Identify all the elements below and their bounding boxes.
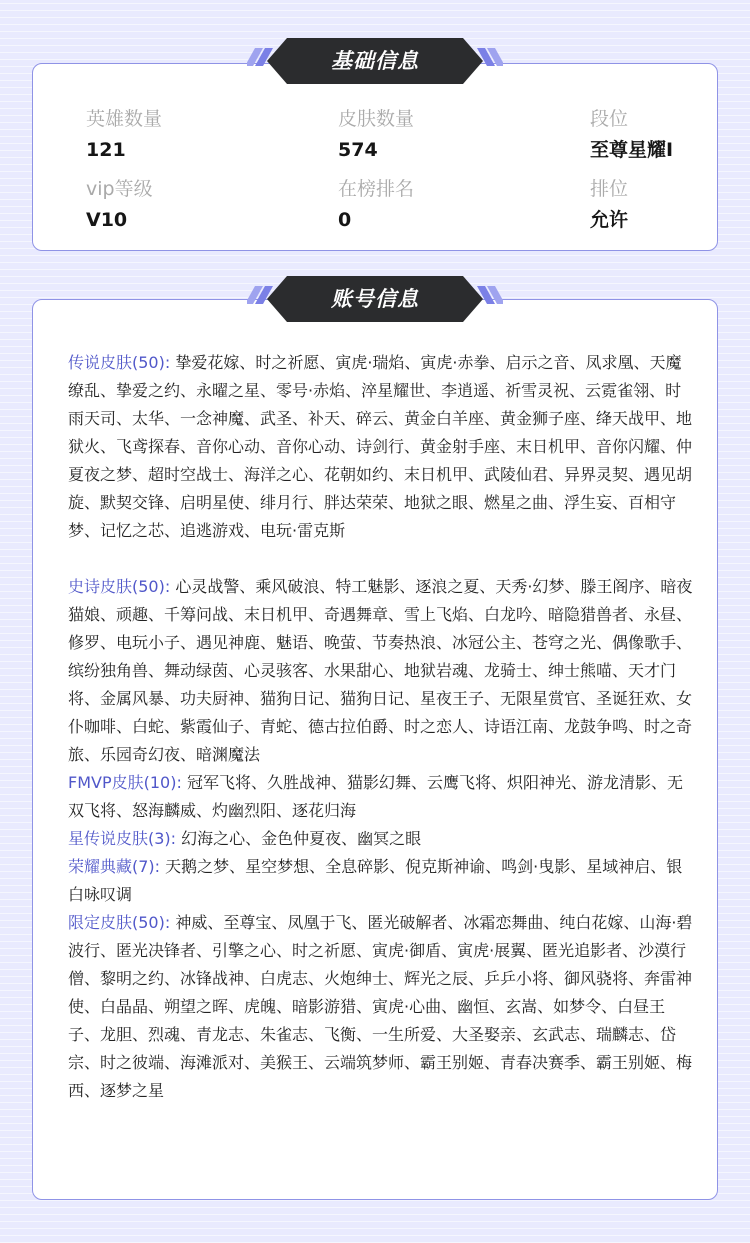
skin-group-legendary bbox=[68, 349, 694, 545]
basic-info-title: 基础信息 bbox=[331, 49, 419, 73]
stat-vip-level bbox=[86, 176, 286, 233]
stat-label: 皮肤数量 bbox=[338, 108, 415, 130]
skin-category-label: 荣耀典藏(7): bbox=[68, 857, 161, 876]
group-spacer bbox=[68, 545, 694, 573]
stat-label: 英雄数量 bbox=[86, 108, 163, 130]
stat-hero-count bbox=[86, 106, 286, 163]
stat-label: 排位 bbox=[590, 178, 629, 200]
account-info-title: 账号信息 bbox=[331, 287, 419, 311]
stat-label: vip等级 bbox=[86, 178, 153, 200]
skin-group-limited bbox=[68, 909, 694, 1105]
stat-label: 段位 bbox=[590, 108, 629, 130]
skin-category-label: FMVP皮肤(10): bbox=[68, 773, 182, 792]
stat-value: 574 bbox=[338, 139, 378, 161]
basic-info-card bbox=[32, 63, 718, 251]
stat-value: 0 bbox=[338, 209, 352, 231]
skin-group-star-legendary bbox=[68, 825, 694, 853]
stat-ranked-allowed bbox=[590, 176, 710, 233]
stat-value: 至尊星耀I bbox=[590, 139, 674, 161]
skin-group-epic bbox=[68, 573, 694, 769]
skin-items: 天鹅之梦、星空梦想、全息碎影、倪克斯神谕、鸣剑·曳影、星域神启、银白咏叹调 bbox=[68, 857, 683, 904]
stat-value: 121 bbox=[86, 139, 126, 161]
skin-list bbox=[68, 349, 694, 1105]
skin-category-label: 限定皮肤(50): bbox=[68, 913, 171, 932]
skin-items: 心灵战警、乘风破浪、特工魅影、逐浪之夏、天秀·幻梦、滕王阁序、暗夜猫娘、顽趣、千筹问战、末日机甲、奇遇舞章、雪上飞焰、白龙吟、暗隐猎兽者、永昼、修罗、电玩小子、遇见神鹿、魅语、晚萤、节奏热浪、冰冠公主、苍穹之光、偶像歌手、缤纷独角兽、舞动绿茵、心灵骇客、水果甜心、地狱岩魂、龙骑士、绅士熊喵、天才门将、金属风暴、功夫厨神、猫狗日记、猫狗日记、星夜王子、无限星赏官、圣诞狂欢、女仆咖啡、白蛇、紫霞仙子、青蛇、德古拉伯爵、时之恋人、诗语江南、龙鼓争鸣、时之奇旅、乐园奇幻夜、暗渊魔法 bbox=[68, 577, 693, 764]
stat-value: V10 bbox=[86, 209, 128, 231]
account-info-title-badge bbox=[247, 276, 503, 322]
skin-group-glory-collection bbox=[68, 853, 694, 909]
skin-category-label: 星传说皮肤(3): bbox=[68, 829, 177, 848]
skin-items: 冠军飞将、久胜战神、猫影幻舞、云鹰飞将、炽阳神光、游龙清影、无双飞将、怒海麟威、灼幽烈阳、逐花归海 bbox=[68, 773, 683, 820]
stat-label: 在榜排名 bbox=[338, 178, 415, 200]
skin-items: 挚爱花嫁、时之祈愿、寅虎·瑞焰、寅虎·赤拳、启示之音、凤求凰、天魔缭乱、挚爱之约、永曜之星、零号·赤焰、淬星耀世、李逍遥、祈雪灵祝、云霓雀翎、时雨天司、太华、一念神魔、武圣、补天、碎云、黄金白羊座、黄金狮子座、绛天战甲、地狱火、飞鸢探春、音你心动、音你心动、诗剑行、黄金射手座、末日机甲、音你闪耀、仲夏夜之梦、超时空战士、海洋之心、花朝如约、末日机甲、武陵仙君、异界灵契、遇见胡旋、默契交锋、启明星使、绯月行、胖达荣荣、地狱之眼、燃星之曲、浮生妄、百相守梦、记忆之芯、追逃游戏、电玩·雷克斯 bbox=[68, 353, 693, 540]
basic-info-title-badge bbox=[247, 38, 503, 84]
stat-value: 允许 bbox=[590, 209, 629, 231]
skin-category-label: 传说皮肤(50): bbox=[68, 353, 171, 372]
skin-items: 神威、至尊宝、凤凰于飞、匿光破解者、冰霜恋舞曲、纯白花嫁、山海·碧波行、匿光决锋者、引擎之心、时之祈愿、寅虎·御盾、寅虎·展翼、匿光追影者、沙漠行僧、黎明之约、冰锋战神、白虎志、火炮绅士、辉光之辰、乒乒小将、御风骁将、奔雷神使、白晶晶、朔望之晖、虎魄、暗影游猎、寅虎·心曲、幽恒、玄嵩、如梦令、白昼王子、龙胆、烈魂、青龙志、朱雀志、飞衡、一生所爱、大圣娶亲、玄武志、瑞麟志、岱宗、时之彼端、海滩派对、美猴王、云端筑梦师、霸王别姬、青春决赛季、霸王别姬、梅西、逐梦之星 bbox=[68, 913, 693, 1100]
skin-group-fmvp bbox=[68, 769, 694, 825]
stat-rank-tier bbox=[590, 106, 710, 163]
skin-items: 幻海之心、金色仲夏夜、幽冥之眼 bbox=[181, 829, 422, 848]
stat-skin-count bbox=[338, 106, 538, 163]
skin-category-label: 史诗皮肤(50): bbox=[68, 577, 171, 596]
stat-leaderboard-rank bbox=[338, 176, 538, 233]
